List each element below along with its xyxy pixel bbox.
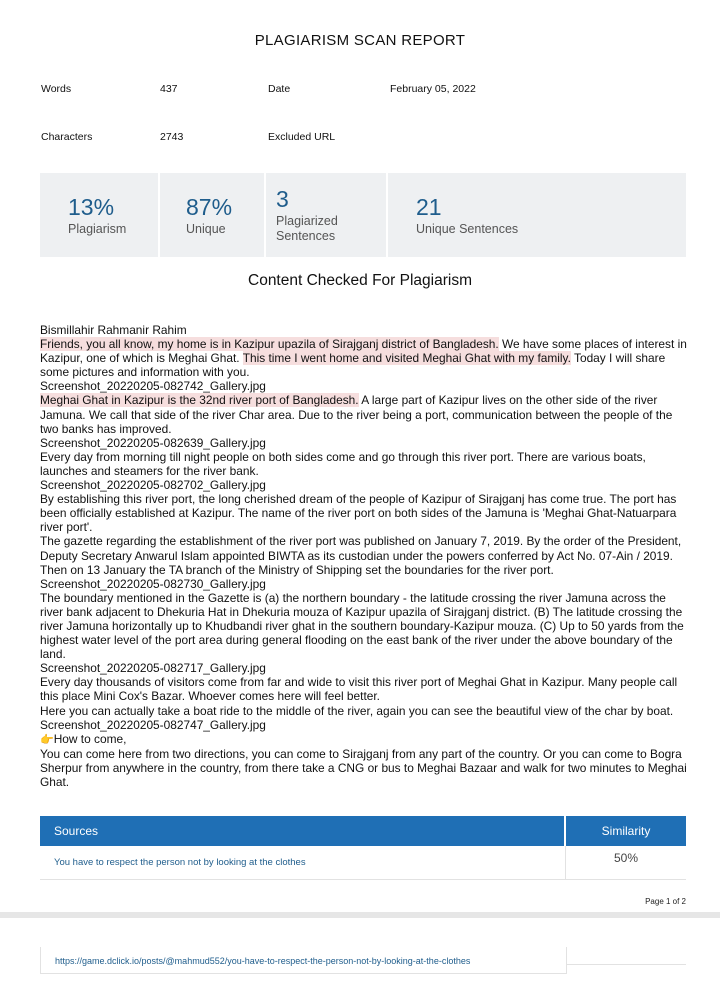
excluded-url-label: Excluded URL (268, 131, 336, 143)
content-paragraph: You can come here from two directions, you can come to Sirajganj from any part of the country. Or you can come to Bogra Sherpur from anywhere in the country, from there take a CNG or bus to Meghai Bazaar and walk for two minutes to Meghai Ghat. (40, 746, 687, 789)
plagiarized-sentences-count: 3 (276, 186, 289, 212)
checked-content (40, 323, 690, 789)
content-line: Bismillahir Rahmanir Rahim (40, 323, 187, 337)
content-paragraph: Friends, you all know, my home is in Kazipur upazila of Sirajganj district of Bangladesh. We have some places of interest in Kazipur, one of which is Meghai Ghat. This time I went home and visited Meghai Ghat with my family. Today I will share some pictures and information with you. (40, 337, 687, 380)
plagiarized-sentence: This time I went home and visited Meghai Ghat with my family. (242, 351, 571, 366)
unique-label: Unique (186, 222, 226, 236)
pointing-hand-icon: 👉 (40, 733, 54, 746)
plagiarized-sentence: Friends, you all know, my home is in Kazipur upazila of Sirajganj district of Bangladesh. (40, 337, 499, 352)
date-value: February 05, 2022 (390, 83, 476, 95)
screenshot-filename: Screenshot_20220205-082747_Gallery.jpg (40, 717, 266, 732)
unique-sentences-label: Unique Sentences (416, 222, 519, 236)
screenshot-filename: Screenshot_20220205-082717_Gallery.jpg (40, 661, 266, 676)
words-value: 437 (160, 83, 178, 95)
similarity-column-header: Similarity (601, 824, 651, 838)
content-paragraph: Every day thousands of visitors come from far and wide to visit this river port of Meghai Ghat in Kazipur. Many people call this place Mini Cox's Bazar. Whoever comes here will feel better. (40, 675, 678, 704)
report-page-2 (0, 918, 720, 997)
table-row (40, 846, 686, 880)
source-similarity: 50% (613, 851, 639, 865)
plagiarized-sentence: Meghai Ghat in Kazipur is the 32nd river port of Bangladesh. (40, 393, 359, 408)
plagiarism-percent: 13% (68, 194, 115, 220)
content-paragraph: 👉How to come, (40, 731, 127, 746)
sources-table (40, 816, 686, 880)
characters-label: Characters (41, 131, 93, 143)
content-paragraph: The gazette regarding the establishment of the river port was published on January 7, 2019. By the order of the President, Deputy Secretary Anwarul Islam appointed BIWTA as its custodian under the powers conferred by Act No. 07-Ain / 2019. Then on 13 January the TA branch of the Ministry of Shipping set the boundaries for the river port. (40, 534, 682, 577)
words-label: Words (41, 83, 72, 95)
content-paragraph: The boundary mentioned in the Gazette is (a) the northern boundary - the latitude crossing the river Jamuna across the river bank adjacent to Dhekuria Hat in Dhekuria mouza of Kazipur upazila of Sirajganj district. (B) The latitude crossing the river Jamuna horizontally up to Khudbandi river ghat in the southern boundary-Kazipur mouza. (C) Up to 50 yards from the highest water level of the port area during general flooding on the east bank of the river under the above boundary of the land. (40, 590, 684, 662)
report-title: PLAGIARISM SCAN REPORT (254, 32, 466, 49)
characters-value: 2743 (160, 131, 184, 143)
page-number: Page 1 of 2 (645, 897, 686, 906)
screenshot-filename: Screenshot_20220205-082742_Gallery.jpg (40, 379, 266, 394)
plagiarism-label: Plagiarism (68, 222, 127, 236)
content-paragraph: Every day from morning till night people on both sides come and go through this river port. There are various boats, launches and steamers for the river bank. (40, 449, 646, 478)
screenshot-filename: Screenshot_20220205-082702_Gallery.jpg (40, 478, 266, 493)
date-label: Date (268, 83, 291, 95)
unique-sentences-count: 21 (416, 194, 442, 220)
stat-plagiarism (40, 173, 158, 257)
content-heading: Content Checked For Plagiarism (248, 272, 472, 289)
content-paragraph: Meghai Ghat in Kazipur is the 32nd river port of Bangladesh. A large part of Kazipur lives on the other side of the river Jamuna. We call that side of the river Char area. Due to the river being a port, communication between the people of the two banks has improved. (40, 393, 673, 436)
stats-panel (40, 173, 686, 257)
stat-plagiarized-sentences (266, 173, 386, 257)
screenshot-filename: Screenshot_20220205-082730_Gallery.jpg (40, 576, 266, 591)
stat-unique-sentences (388, 173, 686, 257)
screenshot-filename: Screenshot_20220205-082639_Gallery.jpg (40, 435, 266, 450)
unique-percent: 87% (186, 194, 233, 220)
sources-header (40, 816, 686, 846)
source-url-side-cell (567, 947, 686, 965)
sources-column-header: Sources (40, 816, 566, 846)
content-paragraph: By establishing this river port, the long cherished dream of the people of Kazipur of Sirajganj has come true. The port has been officially established at Kazipur. The name of the river port on both sides of the Jamuna is 'Meghai Ghat-Natuarpara river port'. (40, 492, 677, 535)
stat-unique (160, 173, 264, 257)
content-paragraph: Here you can actually take a boat ride to the middle of the river, again you can see the beautiful view of the char by boat. (40, 703, 674, 718)
plagiarized-sentences-label: Plagiarized Sentences (276, 214, 338, 243)
source-title-link[interactable]: You have to respect the person not by looking at the clothes (40, 846, 566, 879)
source-url-link[interactable]: https://game.dclick.io/posts/@mahmud552/you-have-to-respect-the-person-not-by-looking-at-the-clothes (40, 947, 567, 974)
